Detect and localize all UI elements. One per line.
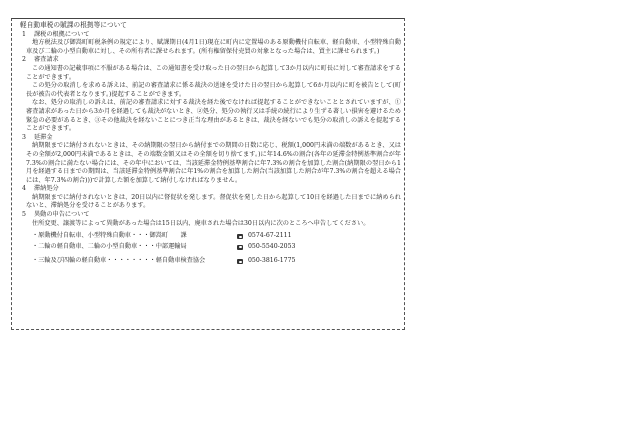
- section-paragraph: この処分の取消しを求める訴えは、前記の審査請求に係る裁決の送達を受けた日の翌日から起算して6か月以内に町を被告として(町長が被告の代表者となります。)提起することができます。: [26, 82, 401, 98]
- contact-row: [32, 242, 401, 253]
- section-heading: [22, 211, 401, 220]
- section-title: 審査請求: [34, 56, 59, 64]
- section-number: 1: [22, 30, 26, 38]
- contact-row: [32, 231, 401, 242]
- contact-name: ・二輪の軽自動車、二輪の小型自動車・・・中部運輸局: [32, 242, 187, 250]
- contact-phone: [237, 257, 296, 266]
- section-paragraph: 住所変更、譲渡等によって異動があった場合は15日以内、廃車された場合は30日以内に次のところへ申告してください。: [32, 219, 370, 227]
- section-number: 2: [22, 56, 26, 64]
- section-paragraph: 地方税法及び御嵩町町税条例の規定により、賦課期日(4月1日)現在に町内に定置場のある原動機付自転車、軽自動車、小型特殊自動車及び二輪の小型自動車に対し、その所有者に課せられます。(所有権留保付売買の対象となった場合は、買主に課せられます。): [26, 39, 401, 55]
- section-paragraph: 納期限までに納付されないときは、その納期限の翌日から納付までの期間の日数に応じ、税額(1,000円未満の端数があるとき、又はその全額が2,000円未満であるときは、その端数金額又はその全額を切り捨てます。)に年14.6%の割合(各年の延滞金特例基準割合が年7.3%の割合に満たない場合には、その年中においては、当該延滞金特例基準割合に年7.3%の割合を加算した割合(納期限の翌日から1月を経過する日までの期間は、当該延滞金特例基準割合に年1%の割合を加算した割合(当該加算した割合が年7.3%の割合を超える場合には、年7.3%の割合)))で計算した額を加算して納付しなければなりません。: [26, 142, 401, 184]
- section-title: 課税の根拠について: [34, 30, 90, 38]
- section-delinquency: [20, 185, 401, 211]
- phone-number: 050-5540-2053: [248, 242, 296, 250]
- telephone-icon: [237, 245, 243, 250]
- section-title: 滞納処分: [34, 185, 59, 193]
- contact-name: ・三輪及び四輪の軽自動車・・・・・・・・軽自動車検査協会: [32, 257, 206, 265]
- section-number: 4: [22, 185, 26, 193]
- section-change-report: [20, 211, 401, 228]
- phone-number: 050-3816-1775: [248, 257, 296, 265]
- contact-list: [32, 231, 401, 267]
- telephone-icon: [237, 234, 243, 239]
- contact-phone: [237, 243, 296, 252]
- contact-name: ・原動機付自転車、小型特殊自動車・・・御嵩町 課: [32, 232, 187, 240]
- section-paragraph: この通知書の記載事項に不服がある場合は、この通知書を受け取った日の翌日から起算して3か月以内に町長に対して審査請求をすることができます。: [26, 64, 401, 81]
- section-taxation-basis: [20, 31, 401, 57]
- section-paragraph: なお、処分の取消しの訴えは、前記の審査請求に対する裁決を経た後でなければ提起することができないこととされていますが、①審査請求があった日から3か月を経過しても裁決がないとき、②処分、処分の執行又は手続の続行により生ずる著しい損害を避けるため緊急の必要があるとき、③その他裁決を経ないことにつき正当な理由があるときは、裁決を経ないでも処分の取消しの訴えを提起することができます。: [26, 99, 401, 133]
- section-paragraph: 納期限までに納付されないときは、20日以内に督促状を発します。督促状を発した日から起算して10日を経過した日までに納められないと、滞納処分を受けることがあります。: [26, 193, 401, 210]
- section-number: 3: [22, 133, 26, 141]
- tax-notice-box: [11, 18, 405, 330]
- phone-number: 0574-67-2111: [248, 232, 292, 240]
- telephone-icon: [237, 259, 243, 264]
- contact-row: [32, 256, 401, 267]
- section-title: 異動の申告について: [34, 211, 90, 219]
- section-review-request: [20, 56, 401, 133]
- section-heading: [22, 56, 401, 65]
- section-heading: [22, 31, 401, 40]
- contact-phone: [237, 232, 292, 241]
- section-number: 5: [22, 211, 26, 219]
- notice-title: 軽自動車税の賦課の根拠等について: [20, 21, 127, 29]
- section-title: 延滞金: [34, 133, 53, 141]
- section-late-fee: [20, 134, 401, 186]
- section-heading: [22, 185, 401, 194]
